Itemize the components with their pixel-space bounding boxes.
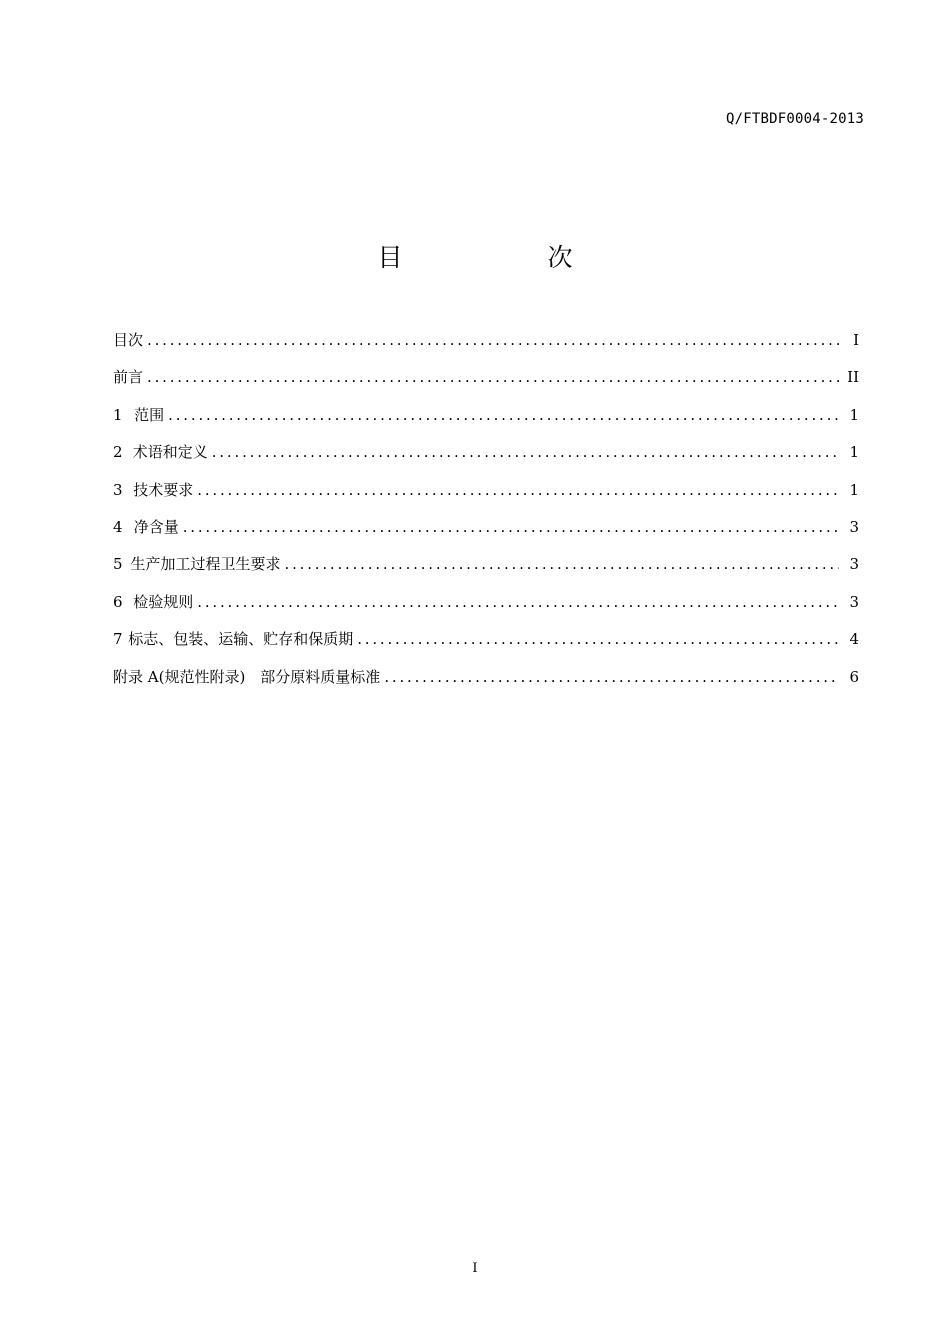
toc-entry-page: 3	[849, 592, 859, 611]
toc-entry-page: 3	[849, 555, 859, 574]
toc-dot-leader	[197, 593, 839, 611]
toc-entry-number: 2	[113, 443, 123, 462]
toc-entry-label: 术语和定义	[132, 443, 208, 462]
toc-entry-contents[interactable]	[113, 329, 859, 366]
toc-entry-foreword[interactable]	[113, 366, 859, 403]
toc-entry-hygiene[interactable]	[113, 553, 859, 590]
table-of-contents	[113, 329, 859, 703]
toc-entry-label: 技术要求	[133, 480, 194, 499]
toc-entry-page: 1	[849, 480, 859, 499]
toc-entry-number: 5	[113, 555, 123, 574]
toc-entry-page: 4	[849, 630, 859, 649]
toc-entry-label: 生产加工过程卫生要求	[130, 555, 281, 574]
toc-dot-leader	[197, 481, 839, 499]
toc-entry-label: 附录 A(规范性附录) 部分原料质量标准	[113, 667, 381, 686]
document-code: Q/FTBDF0004-2013	[725, 111, 864, 127]
toc-entry-net-content[interactable]	[113, 516, 859, 553]
toc-dot-leader	[168, 406, 839, 424]
toc-dot-leader	[357, 630, 839, 648]
toc-entry-number: 6	[113, 592, 123, 611]
toc-entry-labeling[interactable]	[113, 628, 859, 665]
toc-dot-leader	[384, 668, 839, 686]
toc-entry-page: 1	[849, 443, 859, 462]
toc-entry-label: 检验规则	[133, 592, 194, 611]
toc-entry-page: I	[853, 331, 859, 349]
toc-entry-label: 前言	[113, 368, 144, 387]
toc-entry-number: 3	[113, 480, 123, 499]
toc-entry-technical-requirements[interactable]	[113, 479, 859, 516]
toc-entry-page: II	[847, 368, 859, 387]
toc-title: 目 次	[377, 243, 633, 272]
toc-dot-leader	[147, 331, 839, 349]
toc-entry-label: 标志、包装、运输、贮存和保质期	[128, 630, 354, 649]
toc-dot-leader	[183, 518, 839, 536]
toc-entry-page: 3	[849, 517, 859, 536]
toc-entry-label: 范围	[134, 405, 165, 424]
toc-entry-scope[interactable]	[113, 404, 859, 441]
toc-entry-page: 6	[849, 667, 859, 686]
toc-entry-number: 4	[113, 517, 123, 536]
toc-entry-label: 净含量	[133, 517, 179, 536]
toc-dot-leader	[147, 368, 839, 386]
toc-entry-appendix-a[interactable]	[113, 666, 859, 703]
page-number: I	[472, 1261, 478, 1276]
toc-entry-number: 7	[113, 630, 123, 649]
toc-entry-inspection[interactable]	[113, 591, 859, 628]
toc-entry-page: 1	[849, 405, 859, 424]
toc-entry-label: 目次	[113, 331, 144, 349]
toc-dot-leader	[212, 443, 839, 461]
toc-dot-leader	[285, 555, 840, 573]
toc-entry-terms[interactable]	[113, 441, 859, 478]
toc-entry-number: 1	[113, 405, 123, 424]
